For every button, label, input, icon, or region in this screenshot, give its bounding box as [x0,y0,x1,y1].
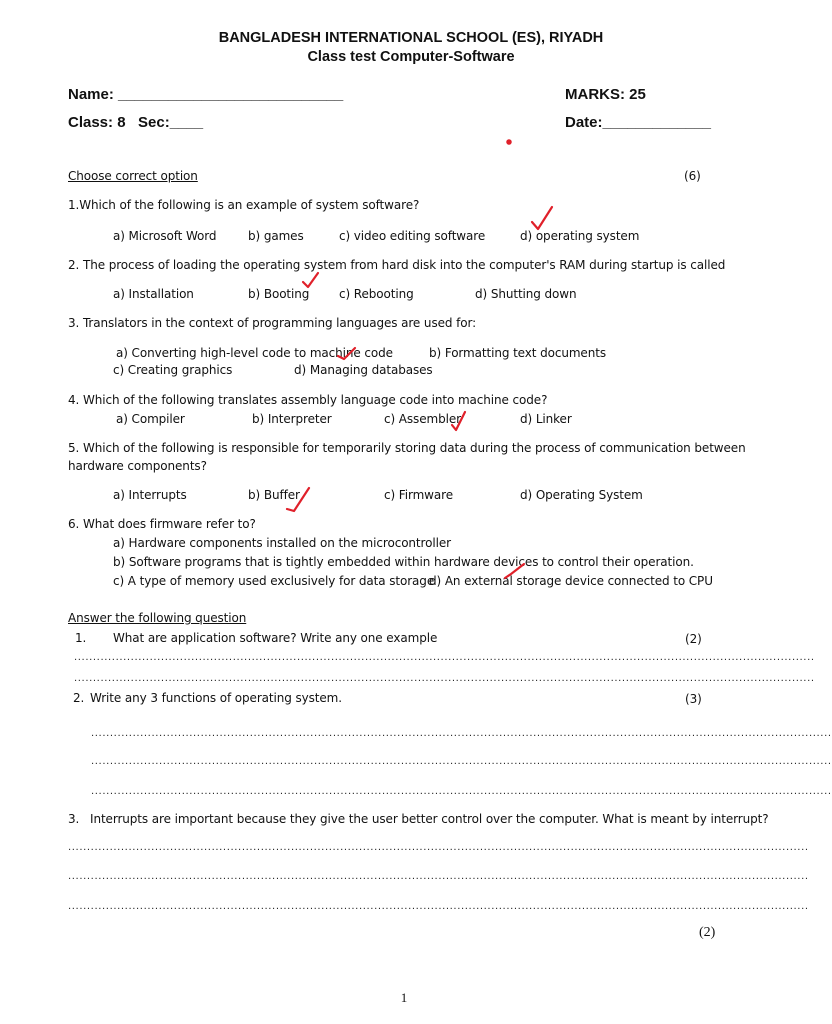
mcq-heading: Choose correct option [68,169,198,183]
mcq-option: d) operating system [520,229,640,243]
written-marks: (2) [685,632,702,646]
mcq-question-5: 5. Which of the following is responsible for temporarily storing data during the process of communication between [68,441,746,455]
mcq-question-3: 3. Translators in the context of programming languages are used for: [68,316,477,330]
answer-line: .................................................................................................................................................................................................... [91,786,832,797]
written-heading: Answer the following question [68,611,247,625]
written-question-1: What are application software? Write any one example [113,631,438,645]
mcq-option: d) Managing databases [294,363,433,377]
mcq-option: d) Linker [520,412,572,426]
answer-line: .................................................................................................................................................................................................... [91,756,832,767]
mcq-question-6: 6. What does firmware refer to? [68,517,256,531]
mcq-option: c) Rebooting [339,287,414,301]
mcq-option: c) Firmware [384,488,453,502]
school-name: BANGLADESH INTERNATIONAL SCHOOL (ES), RIYADH [218,30,604,46]
answer-line: .................................................................................................................................................................................................... [91,728,832,739]
mcq-option: c) video editing software [339,229,486,243]
written-question-2: Write any 3 functions of operating system. [90,691,342,705]
mcq-option: a) Installation [113,287,194,301]
red-dot-mark [507,140,511,144]
answer-line: .................................................................................................................................................................................................... [68,842,809,853]
mcq-option: c) A type of memory used exclusively for data storage [113,574,435,588]
written-marks: (3) [685,692,702,706]
written-question-3: Interrupts are important because they give the user better control over the computer. What is meant by interrupt? [90,812,769,826]
mcq-option: d) Shutting down [475,287,577,301]
mcq-option: a) Microsoft Word [113,229,217,243]
mcq-option: d) Operating System [520,488,643,502]
answer-line: .................................................................................................................................................................................................... [68,871,809,882]
mcq-option: a) Interrupts [113,488,187,502]
mcq-question-1: 1.Which of the following is an example of system software? [68,198,420,212]
written-question-number: 2. [73,691,85,705]
mcq-option: c) Creating graphics [113,363,233,377]
written-question-number: 3. [68,812,80,826]
checkmark-icon [532,207,552,229]
mcq-question-5-cont: hardware components? [68,459,207,473]
name-label: Name: [68,86,114,103]
mcq-option: c) Assembler [384,412,461,426]
test-title: Class test Computer-Software [307,49,515,65]
marks-total: MARKS: 25 [565,86,646,103]
answer-line: .................................................................................................................................................................................................... [74,652,815,663]
mcq-option: b) games [248,229,304,243]
mcq-option: b) Formatting text documents [429,346,606,360]
mcq-question-4: 4. Which of the following translates assembly language code into machine code? [68,393,548,407]
date-field: Date:_____________ [565,114,711,131]
written-question-number: 1. [75,631,87,645]
mcq-option: d) An external storage device connected to CPU [429,574,713,588]
mcq-option: b) Booting [248,287,310,301]
answer-line: .................................................................................................................................................................................................... [68,901,809,912]
mcq-option: b) Buffer [248,488,300,502]
mcq-option: b) Software programs that is tightly embedded within hardware devices to control their operation. [113,555,694,569]
answer-line: .................................................................................................................................................................................................... [74,673,815,684]
mcq-marks: (6) [684,169,701,183]
mcq-option: a) Compiler [116,412,185,426]
mcq-question-2: 2. The process of loading the operating system from hard disk into the computer's RAM during startup is called [68,258,726,272]
page-number: 1 [400,990,408,1005]
class-section: Class: 8 Sec:____ [68,114,204,131]
mcq-option: b) Interpreter [252,412,332,426]
mcq-option: a) Hardware components installed on the microcontroller [113,536,451,550]
checkmark-icon [303,273,318,287]
written-marks: (2) [699,925,716,940]
mcq-option: a) Converting high-level code to machine code [116,346,393,360]
name-blank: ___________________________ [118,86,344,103]
